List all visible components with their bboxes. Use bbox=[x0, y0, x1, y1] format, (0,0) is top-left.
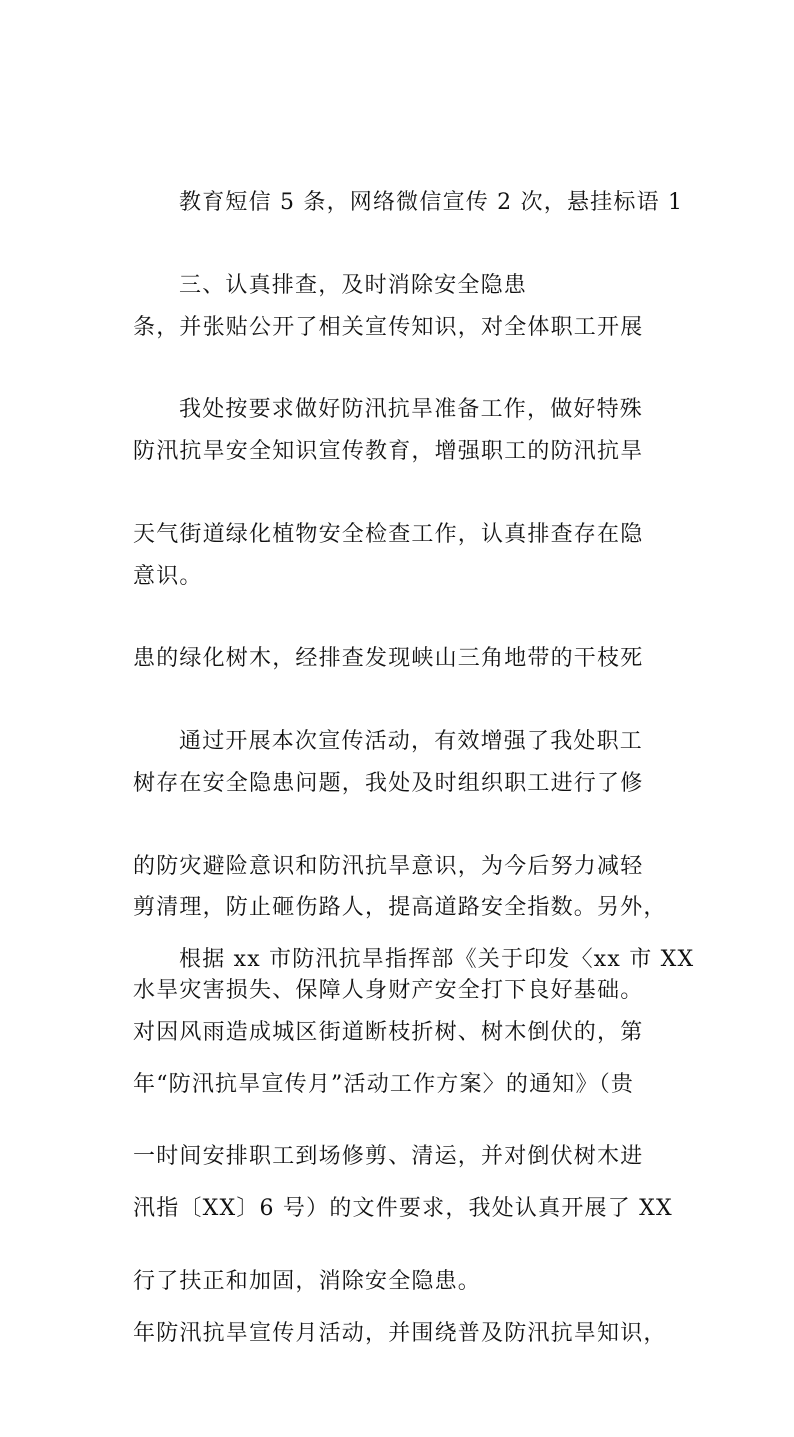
paragraph-new-report-intro bbox=[133, 856, 695, 1437]
paragraph-line: 年“防汛抗旱宣传月”活动工作方案〉的通知》（贵 bbox=[133, 1071, 635, 1097]
paragraph-line: 患的绿化树木，经排查发现峡山三角地带的干枝死 bbox=[133, 646, 644, 671]
paragraph-line: 汛指〔XX〕6 号）的文件要求，我处认真开展了 XX bbox=[133, 1196, 673, 1221]
paragraph-line: 我处按要求做好防汛抗旱准备工作，做好特殊 bbox=[179, 397, 644, 422]
paragraph-line: 根据 xx 市防汛抗旱指挥部《关于印发〈xx 市 XX bbox=[179, 947, 695, 972]
paragraph-line: 的防灾避险意识和防汛抗旱意识，为今后努力减轻 bbox=[133, 853, 644, 879]
paragraph-line: 条，并张贴公开了相关宣传知识，对全体职工开展 bbox=[133, 314, 644, 340]
paragraph-line: 行了扶正和加固，消除安全隐患。 bbox=[133, 1268, 482, 1294]
paragraph-line: 剪清理，防止砸伤路人，提高道路安全指数。另外， bbox=[133, 895, 667, 920]
paragraph-line: 一时间安排职工到场修剪、清运，并对倒伏树木进 bbox=[133, 1144, 644, 1169]
paragraph-line: 年防汛抗旱宣传月活动，并围绕普及防汛抗旱知识， bbox=[133, 1320, 667, 1346]
paragraph-line: 天气街道绿化植物安全检查工作，认真排查存在隐 bbox=[133, 521, 644, 547]
paragraph-line: 意识。 bbox=[133, 563, 203, 589]
paragraph-line: 防汛抗旱安全知识宣传教育，增强职工的防汛抗旱 bbox=[133, 439, 644, 464]
section-heading-3: 三、认真排查，及时消除安全隐患 bbox=[179, 273, 528, 298]
paragraph-line: 教育短信 5 条，网络微信宣传 2 次，悬挂标语 1 bbox=[179, 190, 684, 215]
paragraph-line: 水旱灾害损失、保障人身财产安全打下良好基础。 bbox=[133, 978, 644, 1003]
paragraph-line: 树存在安全隐患问题，我处及时组织职工进行了修 bbox=[133, 770, 644, 796]
paragraph-line: 对因风雨造成城区街道断枝折树、树木倒伏的，第 bbox=[133, 1019, 644, 1045]
paragraph-line: 通过开展本次宣传活动，有效增强了我处职工 bbox=[179, 729, 644, 754]
